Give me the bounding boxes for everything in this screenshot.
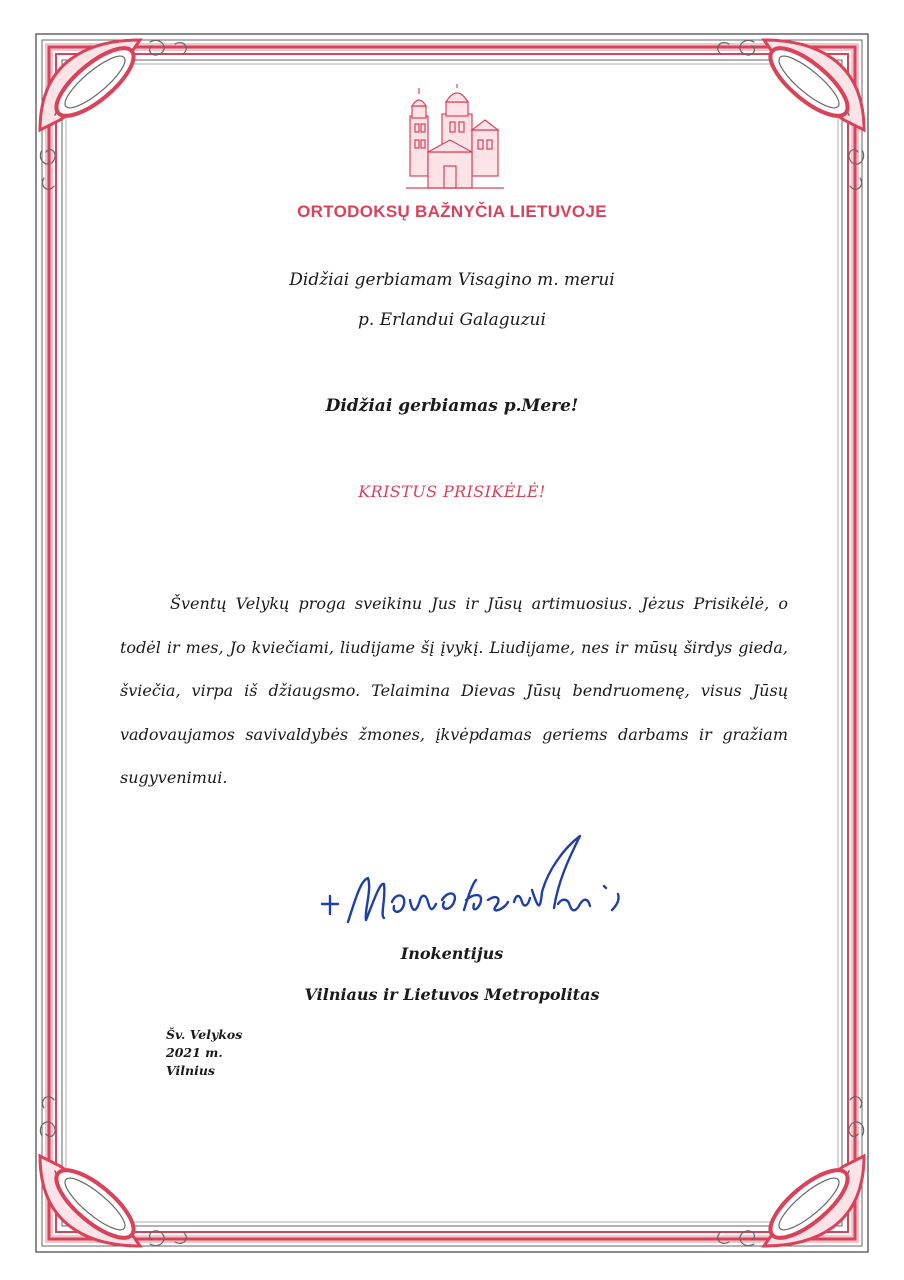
handwritten-signature (318, 830, 634, 936)
addressee-line-1: Didžiai gerbiamam Visagino m. merui (289, 270, 615, 290)
easter-greeting: KRISTUS PRISIKĖLĖ! (358, 482, 546, 501)
church-building-icon (400, 84, 510, 196)
place-date-line-1: Šv. Velykos (166, 1027, 243, 1042)
place-date-line-3: Vilnius (166, 1063, 215, 1078)
greeting: Didžiai gerbiamas p.Mere! (325, 396, 579, 416)
letter-body: Šventų Velykų proga sveikinu Jus ir Jūsų artimuosius. Jėzus Prisikėlė, o todėl ir mes, Jo kviečiami, liudijame šį įvykį. Liudijame, nes ir mūsų širdys gieda, šviečia, virpa iš džiaugsmo. Telaimina Dievas Jūsų bendruomenę, visus Jūsų vadovaujamos savivaldybės žmones, įkvėpdamas geriems darbams ir gražiam sugyvenimui. (120, 594, 788, 787)
signer-name: Inokentijus (400, 944, 504, 963)
signer-title: Vilniaus ir Lietuvos Metropolitas (304, 985, 600, 1004)
addressee-line-2: p. Erlandui Galaguzui (358, 310, 546, 330)
place-date-block (166, 1026, 326, 1080)
organization-name: ORTODOKSŲ BAŽNYČIA LIETUVOJE (297, 202, 607, 221)
place-date-line-2: 2021 m. (166, 1045, 223, 1060)
